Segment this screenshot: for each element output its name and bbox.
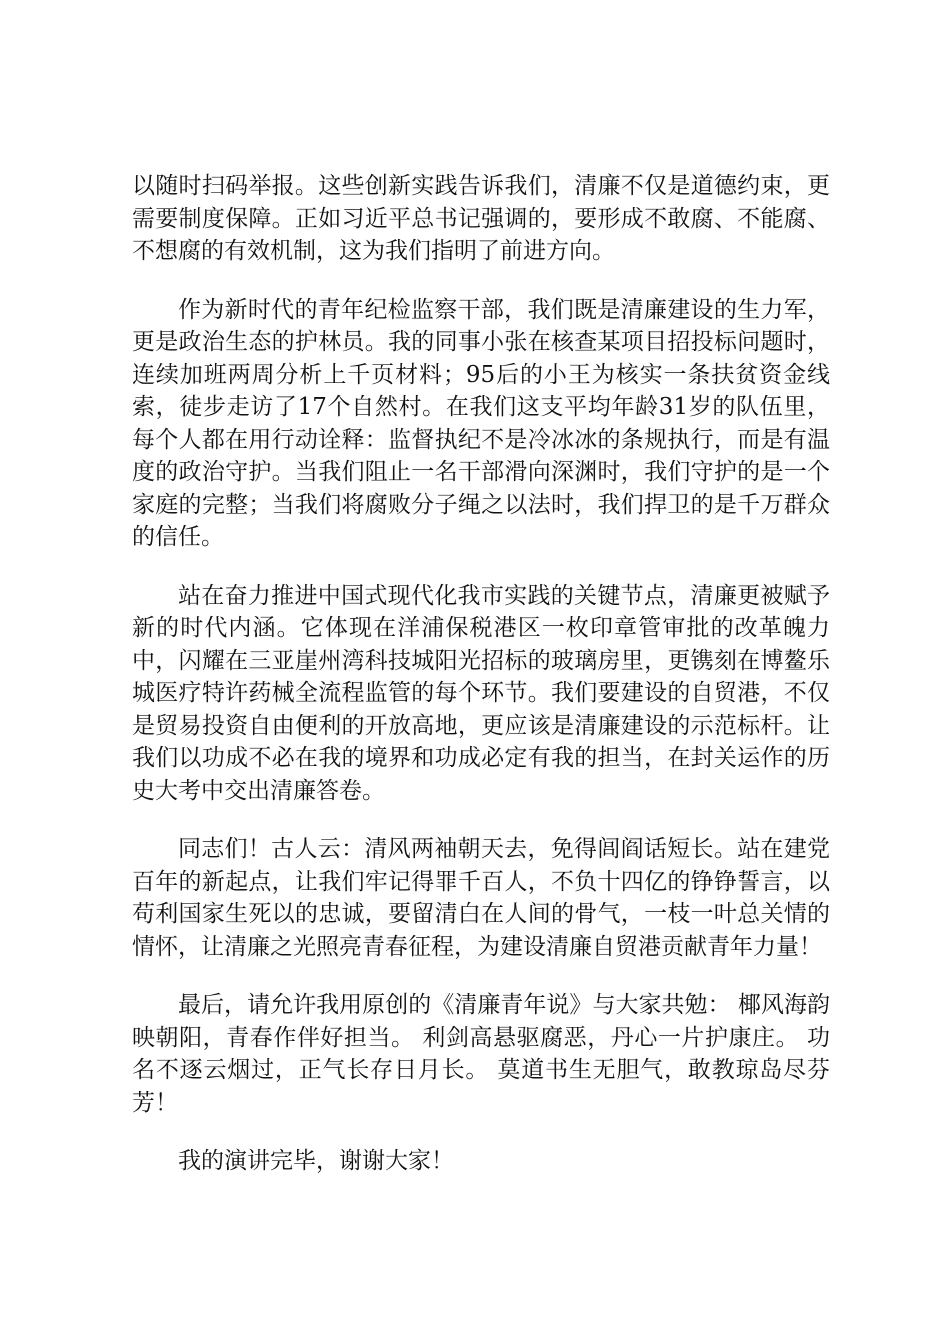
paragraph-comrades: 同志们！古人云：清风两袖朝天去，免得闾阎话短长。站在建党百年的新起点，让我们牢记得罪千百人，不负十四亿的铮铮誓言，以苟利国家生死以的忠诚，要留清白在人间的骨气，一枝一叶总关情的情怀，让清廉之光照亮青春征程，为建设清廉自贸港贡献青年力量！ xyxy=(132,836,830,960)
paragraph-continued: 以随时扫码举报。这些创新实践告诉我们，清廉不仅是道德约束，更需要制度保障。正如习近平总书记强调的，要形成不敢腐、不能腐、不想腐的有效机制，这为我们指明了前进方向。 xyxy=(132,173,830,264)
document-body xyxy=(132,170,830,1204)
paragraph-free-trade-port: 站在奋力推进中国式现代化我市实践的关键节点，清廉更被赋予新的时代内涵。它体现在洋浦保税港区一枚印章管审批的改革魄力中，闪耀在三亚崖州湾科技城阳光招标的玻璃房里，更镌刻在博鳌乐城医疗特许药械全流程监管的每个环节。我们要建设的自贸港，不仅是贸易投资自由便利的开放高地，更应该是清廉建设的示范标杆。让我们以功成不必在我的境界和功成必定有我的担当，在封关运作的历史大考中交出清廉答卷。 xyxy=(132,582,830,804)
paragraph-closing: 我的演讲完毕，谢谢大家！ xyxy=(178,1148,454,1174)
paragraph-poem: 最后，请允许我用原创的《清廉青年说》与大家共勉： 椰风海韵映朝阳，青春作伴好担当。 利剑高悬驱腐恶，丹心一片护康庄。 功名不逐云烟过，正气长存日月长。 莫道书生无胆气，敢教琼岛尽芬芳！ xyxy=(132,992,830,1116)
paragraph-young-inspectors: 作为新时代的青年纪检监察干部，我们既是清廉建设的生力军，更是政治生态的护林员。我的同事小张在核查某项目招投标问题时，连续加班两周分析上千页材料；95后的小王为核实一条扶贫资金线索，徒步走访了17个自然村。在我们这支平均年龄31岁的队伍里，每个人都在用行动诠释：监督执纪不是冷冰冰的条规执行，而是有温度的政治守护。当我们阻止一名干部滑向深渊时，我们守护的是一个家庭的完整；当我们将腐败分子绳之以法时，我们捍卫的是千万群众的信任。 xyxy=(132,296,830,550)
